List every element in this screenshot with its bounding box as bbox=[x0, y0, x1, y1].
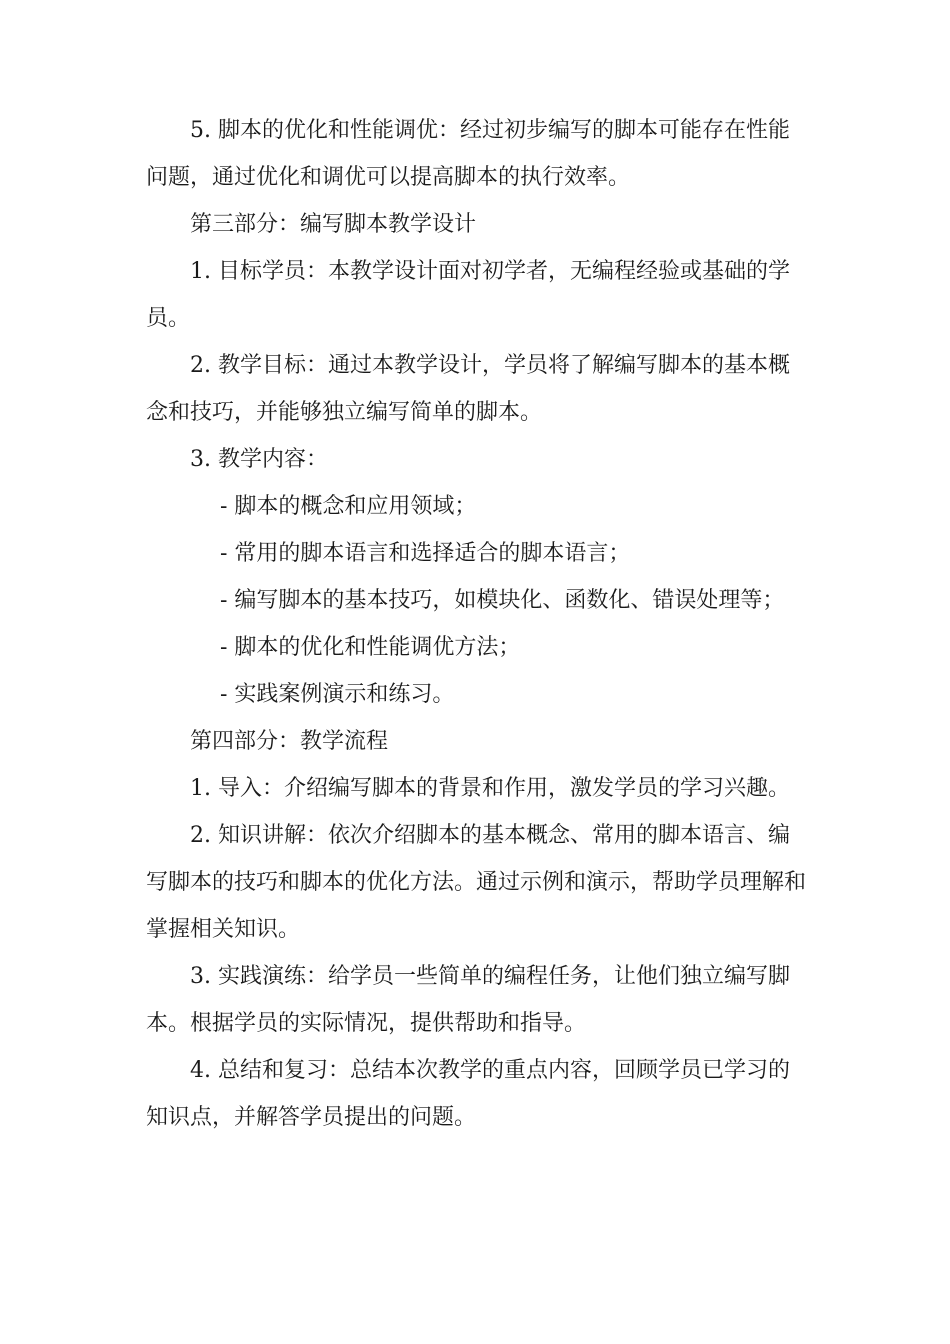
list-item-optimization: - 脚本的优化和性能调优方法； bbox=[220, 635, 521, 660]
list-item-languages: - 常用的脚本语言和选择适合的脚本语言； bbox=[220, 541, 631, 566]
paragraph-script-optimization: 5. 脚本的优化和性能调优：经过初步编写的脚本可能存在性能问题，通过优化和调优可以提高脚本的执行效率。 bbox=[146, 118, 790, 190]
paragraph-summary-review: 4. 总结和复习：总结本次教学的重点内容，回顾学员已学习的知识点，并解答学员提出的问题。 bbox=[146, 1058, 790, 1130]
list-item-concept: - 脚本的概念和应用领域； bbox=[220, 494, 477, 519]
section-heading-part-four: 第四部分：教学流程 bbox=[190, 729, 389, 754]
paragraph-knowledge-lecture: 2. 知识讲解：依次介绍脚本的基本概念、常用的脚本语言、编写脚本的技巧和脚本的优化方法。通过示例和演示，帮助学员理解和掌握相关知识。 bbox=[146, 823, 807, 942]
section-heading-part-three: 第三部分：编写脚本教学设计 bbox=[190, 212, 477, 237]
paragraph-teaching-content: 3. 教学内容： bbox=[190, 447, 328, 472]
list-item-techniques: - 编写脚本的基本技巧，如模块化、函数化、错误处理等； bbox=[220, 588, 785, 613]
paragraph-teaching-goals: 2. 教学目标：通过本教学设计，学员将了解编写脚本的基本概念和技巧，并能够独立编写简单的脚本。 bbox=[146, 353, 790, 425]
document-body bbox=[146, 107, 806, 1141]
paragraph-introduction: 1. 导入：介绍编写脚本的背景和作用，激发学员的学习兴趣。 bbox=[190, 776, 790, 801]
paragraph-target-learners: 1. 目标学员：本教学设计面对初学者，无编程经验或基础的学员。 bbox=[146, 259, 790, 331]
list-item-practice: - 实践案例演示和练习。 bbox=[220, 682, 455, 707]
paragraph-practice-drill: 3. 实践演练：给学员一些简单的编程任务，让他们独立编写脚本。根据学员的实际情况，提供帮助和指导。 bbox=[146, 964, 790, 1036]
